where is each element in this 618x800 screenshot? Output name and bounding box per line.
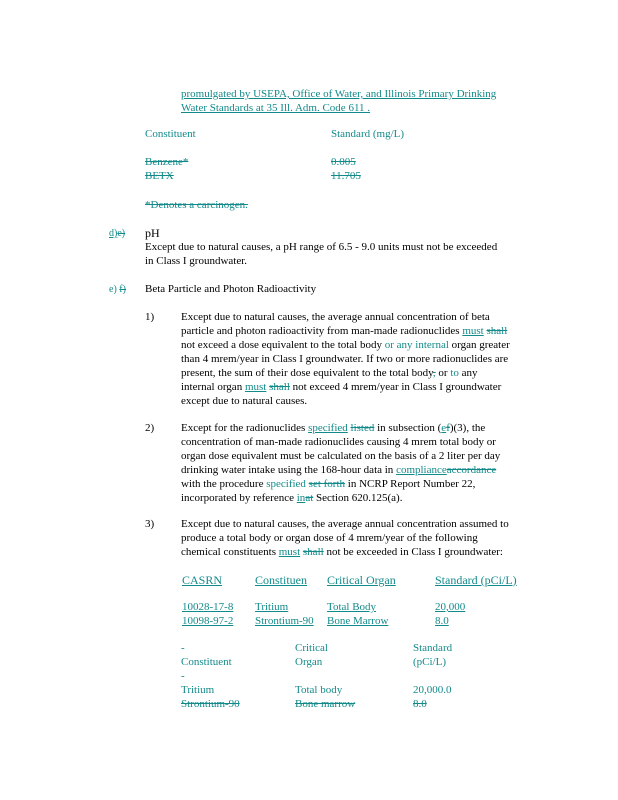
section-e-label xyxy=(109,283,126,297)
table1-header-standard: Standard (mg/L) xyxy=(331,128,405,140)
table3-cell: Strontium-90 xyxy=(181,698,240,710)
item2-line: incorporated by reference inat Section 620.125(a). xyxy=(181,492,403,504)
item1-line: internal organ must shall not exceed 4 mrem/year in Class I groundwater xyxy=(181,381,502,393)
table3-cell: 8.0 xyxy=(413,698,427,710)
table1-footnote: *Denotes a carcinogen. xyxy=(145,199,248,211)
item3-number: 3) xyxy=(145,518,155,530)
section-d-title: pH xyxy=(145,226,160,240)
table1-row-value: 0.005 xyxy=(331,156,356,168)
intro-line-2: Water Standards at 35 Ill. Adm. Code 611 . xyxy=(181,102,371,114)
item1-line: particle and photon radioactivity from man-made radionuclides must shall xyxy=(181,325,508,337)
intro-line-1: promulgated by USEPA, Office of Water, and Illinois Primary Drinking xyxy=(181,88,497,100)
table2-cell: 10098-97-2 xyxy=(182,615,234,627)
table2-header: Standard (pCi/L) xyxy=(435,574,517,587)
table1-row-name: BETX xyxy=(145,170,174,182)
table2-cell: 8.0 xyxy=(435,615,449,627)
table3-dash: - xyxy=(181,670,185,682)
item1-line: Except due to natural causes, the average annual concentration of beta xyxy=(181,311,490,323)
section-e-label-old: f) xyxy=(119,284,126,295)
item2-number: 2) xyxy=(145,422,155,434)
item2-line: Except for the radionuclides specified listed in subsection (ef)(3), the xyxy=(181,422,486,434)
item3-line: chemical constituents must shall not be exceeded in Class I groundwater: xyxy=(181,546,503,558)
item2-line: organ dose equivalent must be calculated on the basis of a 2 liter per day xyxy=(181,450,501,462)
table3-cell: Bone marrow xyxy=(295,698,356,710)
table2-cell: 20,000 xyxy=(435,601,466,613)
table1-row-value: 11.705 xyxy=(331,170,361,182)
table2-cell: Tritium xyxy=(255,601,289,613)
table2-cell: 10028-17-8 xyxy=(182,601,234,613)
section-d-label-new: d) xyxy=(109,228,118,239)
table3-dash: - xyxy=(181,642,185,654)
table2-cell: Bone Marrow xyxy=(327,615,389,627)
table3-cell: Total body xyxy=(295,684,343,696)
section-e-title: Beta Particle and Photon Radioactivity xyxy=(145,283,317,295)
section-d-label xyxy=(109,227,125,241)
item1-number: 1) xyxy=(145,311,155,323)
table2-header: Constituen xyxy=(255,574,308,587)
table2-header: Critical Organ xyxy=(327,574,396,587)
section-e-label-new: e) xyxy=(109,284,117,295)
item3-line: produce a total body or organ dose of 4 mrem/year of the following xyxy=(181,532,478,544)
section-d-text: Except due to natural causes, a pH range of 6.5 - 9.0 units must not be exceeded xyxy=(145,241,498,253)
section-d-text: in Class I groundwater. xyxy=(145,255,248,267)
item1-line: than 4 mrem/year in Class I groundwater. If two or more radionuclides are xyxy=(181,353,509,365)
item2-line: drinking water intake using the 168-hour data in complianceaccordance xyxy=(181,464,497,476)
item2-line: concentration of man-made radionuclides causing 4 mrem total body or xyxy=(181,436,496,448)
section-d-label-old: e) xyxy=(117,228,126,239)
table3-header-organ-2: Organ xyxy=(295,656,323,668)
table2-cell: Strontium-90 xyxy=(255,615,314,627)
item2-line: with the procedure specified set forth in NCRP Report Number 22, xyxy=(181,478,476,490)
table1-header-constituent: Constituent xyxy=(145,128,196,140)
item1-line: present, the sum of their dose equivalent to the total body, or to any xyxy=(181,367,478,379)
table3-header-organ-1: Critical xyxy=(295,642,328,654)
item1-line: except due to natural causes. xyxy=(181,395,308,407)
table2-cell: Total Body xyxy=(327,601,377,613)
table3-header-std-1: Standard xyxy=(413,642,453,654)
table3-cell: Tritium xyxy=(181,684,215,696)
item1-line: not exceed a dose equivalent to the total body or any internal organ greater xyxy=(181,339,510,351)
item3-line: Except due to natural causes, the average annual concentration assumed to xyxy=(181,518,509,530)
table3-cell: 20,000.0 xyxy=(413,684,452,696)
table3-header-std-2: (pCi/L) xyxy=(413,656,446,668)
table3-header-constituent: Constituent xyxy=(181,656,232,668)
table2-header: CASRN xyxy=(182,574,223,587)
table1-row-name: Benzene* xyxy=(145,156,189,168)
